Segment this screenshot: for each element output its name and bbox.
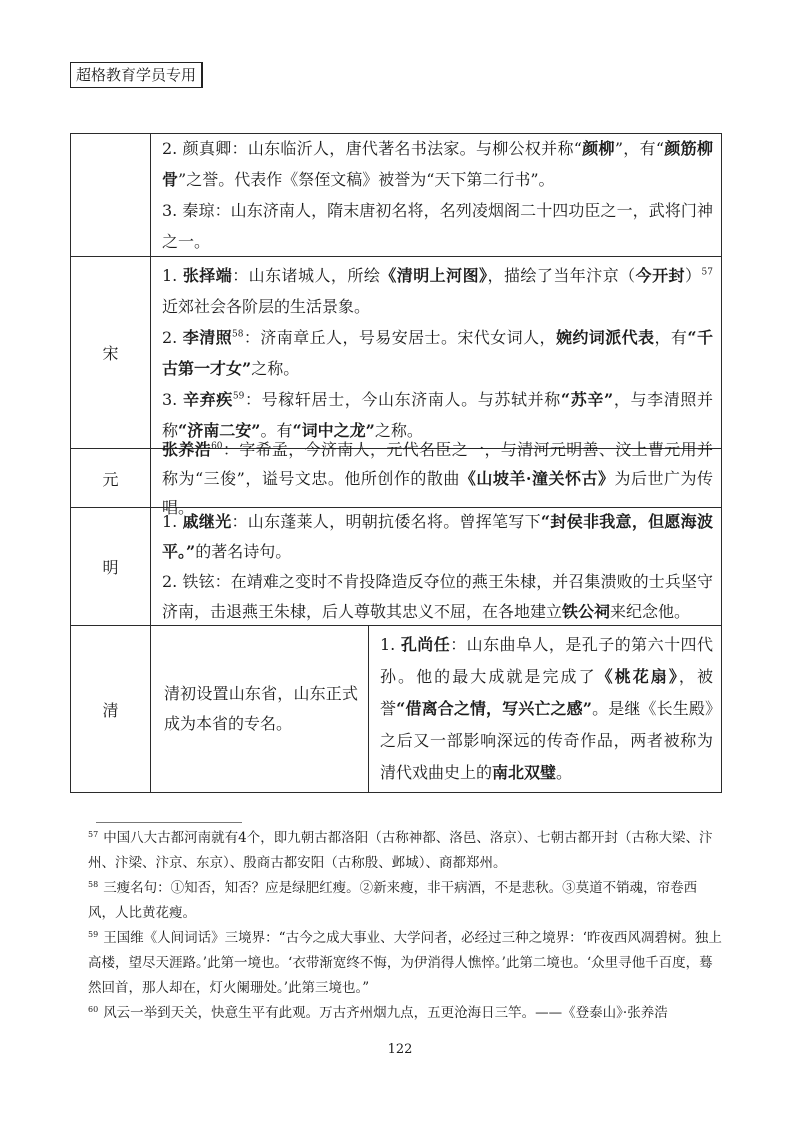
footnote-text: 王国维《人间词话》三境界：“古今之成大事业、大学问者，必经过三种之境界：‘昨夜西风凋碧树。独上高楼，望尽天涯路。’此第一境也。‘衣带渐宽终不悔，为伊消得人憔悴。’此第二境也。‘众里寻他千百度，蓦然回首，那人却在，灯火阑珊处。’此第三境也。” <box>88 930 722 996</box>
text-run: ：山东蓬莱人，明朝抗倭名将。曾挥笔写下 <box>231 511 541 531</box>
emphasis-text: “苏辛” <box>560 389 614 409</box>
emphasis-text: 今开封 <box>635 265 686 285</box>
entry-li-qingzhao <box>162 322 713 384</box>
dynasty-label: 宋 <box>71 257 151 449</box>
entry-qin-qiong <box>162 195 713 257</box>
footnote-number: 57 <box>88 829 99 839</box>
emphasis-text: 张养浩 <box>162 439 212 459</box>
footnote-ref: 60 <box>211 441 223 452</box>
text-run: ） <box>685 265 702 285</box>
footnote-number: 58 <box>88 879 99 889</box>
text-run: 来纪念他。 <box>610 601 691 621</box>
emphasis-text: 《清明上河图》 <box>380 265 488 285</box>
entry-kong-shangren <box>380 629 713 789</box>
text-run: ”之誉。代表作《祭侄文稿》被誉为“天下第二行书”。 <box>178 170 555 189</box>
text-run: 的著名诗句。 <box>195 541 292 561</box>
text-run: ，与李清照并称 <box>162 389 713 440</box>
emphasis-text: 辛弃疾 <box>182 389 233 409</box>
entry-qi-jiguang <box>162 507 713 567</box>
emphasis-text: 李清照 <box>182 327 233 347</box>
entries-cell <box>151 134 722 257</box>
emphasis-text: 颜筋柳骨 <box>162 139 713 189</box>
emphasis-text: 铁公祠 <box>562 601 611 621</box>
emphasis-text: 婉约词派代表 <box>555 327 655 347</box>
emphasis-text: 张择端 <box>182 265 233 285</box>
text-run: ”，有“ <box>614 139 665 158</box>
footnote-item <box>88 826 722 876</box>
dynasty-label: 明 <box>71 508 151 626</box>
footnote-item <box>88 876 722 926</box>
emphasis-text: “千古第一才女” <box>162 327 713 378</box>
table-row <box>71 508 722 626</box>
text-run: 。是继《长生殿》之后又一部影响深远的传奇作品，两者被称为清代戏曲史上的 <box>380 699 713 782</box>
text-run: ：山东曲阜人，是孔子的第六十四代孙。他的最大成就是完成了 <box>380 635 713 686</box>
emphasis-text: 南北双璧 <box>492 763 557 782</box>
footnote-ref: 58 <box>232 329 244 340</box>
text-run: 1. <box>162 511 183 531</box>
dynasty-label: 元 <box>71 449 151 508</box>
footnote-ref: 59 <box>232 391 245 402</box>
text-run: 近郊社会各阶层的生活景象。 <box>162 296 371 316</box>
text-run: 。 <box>556 763 573 782</box>
text-run: ：字希孟，今济南人，元代名臣之一，与清河元明善、汶上曹元用并称为“三俊”，谥号文忠。他所创作的散曲 <box>162 439 713 488</box>
emphasis-text: 颜柳 <box>581 139 615 158</box>
table-row <box>71 257 722 449</box>
entries-cell <box>151 508 722 626</box>
table-row <box>71 626 722 793</box>
dynasty-label-empty <box>71 134 151 257</box>
footnote-text: 风云一举到天关，快意生平有此观。万古齐州烟九点，五更沧海日三竿。——《登泰山》·张养浩 <box>103 1005 668 1021</box>
text-run: 1. <box>380 635 401 654</box>
table-row <box>71 134 722 257</box>
page-number: 122 <box>387 1042 413 1057</box>
footnote-separator <box>96 822 242 823</box>
province-note: 清初设置山东省，山东正式成为本省的专名。 <box>164 684 358 733</box>
emphasis-text: 《桃花扇》 <box>596 667 679 686</box>
text-run: 2. 颜真卿：山东临沂人，唐代著名书法家。与柳公权并称“ <box>162 139 582 158</box>
text-run: 2. 铁铉：在靖难之变时不肯投降造反夺位的燕王朱棣，并召集溃败的士兵坚守济南，击退燕王朱棣，后人尊敬其忠义不屈，在各地建立 <box>162 571 713 621</box>
footnote-item <box>88 1001 722 1026</box>
footnote-number: 59 <box>88 929 99 939</box>
text-run: 1. <box>162 265 183 285</box>
emphasis-text: “济南二安” <box>178 420 261 440</box>
emphasis-text: 戚继光 <box>182 511 232 531</box>
text-run: ，有 <box>654 327 688 347</box>
entries-cell <box>151 257 722 452</box>
text-run: 3. 秦琼：山东济南人，隋末唐初名将，名列凌烟阁二十四功臣之一，武将门神之一。 <box>162 201 713 251</box>
footnote-number: 60 <box>88 1004 99 1014</box>
dynasty-label: 清 <box>71 626 151 793</box>
text-run: ，被誉 <box>380 667 713 718</box>
emphasis-text: “借离合之情，写兴亡之感” <box>396 699 592 718</box>
text-run: ：山东诸城人，所绘 <box>232 265 381 285</box>
footnotes <box>88 826 722 1026</box>
footnote-text: 中国八大古都河南就有4个，即九朝古都洛阳（古称神都、洛邑、洛京）、七朝古都开封（古称大梁、汴州、汴梁、汴京、东京）、殷商古都安阳（古称殷、邺城）、商都郑州。 <box>88 830 713 871</box>
dynasty-figures-table <box>70 133 722 793</box>
text-run: 。有 <box>260 420 293 440</box>
entries-cell <box>369 626 722 793</box>
watermark-label: 超格教育学员专用 <box>70 62 203 88</box>
emphasis-text: 《山坡羊·潼关怀古》 <box>459 468 615 488</box>
emphasis-text: “封侯非我意，但愿海波平。” <box>162 511 713 561</box>
entries-cell <box>151 439 722 517</box>
text-run: 之称。 <box>374 420 423 440</box>
text-run: ，描绘了当年汴京（ <box>487 265 636 285</box>
entry-zhang-zeduan <box>162 260 713 322</box>
footnote-ref: 57 <box>701 267 713 278</box>
text-run: 之称。 <box>251 358 300 378</box>
entry-tie-xuan <box>162 567 713 627</box>
emphasis-text: “词中之龙” <box>292 420 375 440</box>
text-run: 2. <box>162 327 183 347</box>
table-row <box>71 449 722 508</box>
text-run: 3. <box>162 389 183 409</box>
text-run: ：号稼轩居士，今山东济南人。与苏轼并称 <box>244 389 561 409</box>
footnote-text: 三瘦名句：①知否，知否？应是绿肥红瘦。②新来瘦，非干病酒，不是悲秋。③莫道不销魂，帘卷西风，人比黄花瘦。 <box>88 880 698 921</box>
text-run: 为后世广为传唱。 <box>162 468 713 517</box>
text-run: ：济南章丘人，号易安居士。宋代女词人， <box>243 327 556 347</box>
entry-yan-zhenqing <box>162 133 713 195</box>
emphasis-text: 孔尚任 <box>400 635 451 654</box>
province-note-cell <box>151 626 369 793</box>
footnote-item <box>88 926 722 1001</box>
